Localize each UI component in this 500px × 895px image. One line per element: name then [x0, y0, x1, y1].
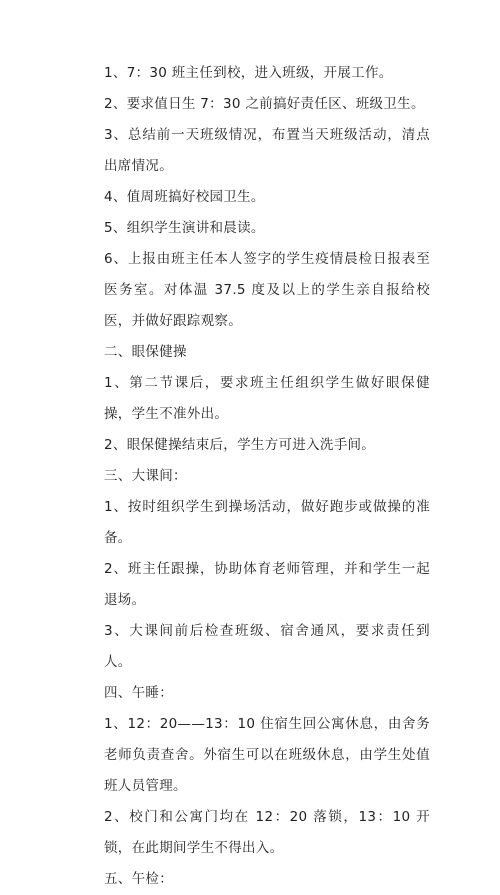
paragraph-10 — [104, 554, 430, 616]
paragraph-text: 3、大课间前后检查班级、宿舍通风，要求责任到人。 — [104, 623, 430, 670]
heading-text: 五、午检： — [104, 871, 173, 887]
paragraph-12 — [104, 709, 430, 802]
paragraph-text: 1、第二节课后，要求班主任组织学生做好眼保健操，学生不准外出。 — [104, 375, 430, 422]
paragraph-text: 1、按时组织学生到操场活动，做好跑步或做操的准备。 — [104, 499, 430, 546]
section-heading-eye-exercise — [104, 337, 430, 368]
section-heading-break — [104, 461, 430, 492]
paragraph-text: 2、眼保健操结束后，学生方可进入洗手间。 — [104, 437, 376, 453]
paragraph-text: 2、班主任跟操，协助体育老师管理，并和学生一起退场。 — [104, 561, 430, 608]
paragraph-5 — [104, 213, 430, 244]
paragraph-2 — [104, 89, 430, 120]
heading-text: 二、眼保健操 — [104, 344, 187, 360]
paragraph-text: 3、总结前一天班级情况，布置当天班级活动，清点出席情况。 — [104, 127, 430, 174]
paragraph-text: 2、要求值日生 7：30 之前搞好责任区、班级卫生。 — [104, 96, 425, 112]
paragraph-1 — [104, 58, 430, 89]
paragraph-text: 4、值周班搞好校园卫生。 — [104, 189, 265, 205]
paragraph-3 — [104, 120, 430, 182]
paragraph-text: 1、12：20——13：10 住宿生回公寓休息，由舍务老师负责查舍。外宿生可以在班级休息，由学生处值班人员管理。 — [104, 716, 430, 794]
paragraph-text: 6、上报由班主任本人签字的学生疫情晨检日报表至医务室。对体温 37.5 度及以上的学生亲自报给校医，并做好跟踪观察。 — [104, 251, 430, 329]
paragraph-11 — [104, 616, 430, 678]
heading-text: 四、午睡： — [104, 685, 173, 701]
paragraph-9 — [104, 492, 430, 554]
paragraph-6 — [104, 244, 430, 337]
paragraph-4 — [104, 182, 430, 213]
paragraph-text: 5、组织学生演讲和晨读。 — [104, 220, 265, 236]
section-heading-noon-check — [104, 864, 430, 895]
paragraph-text: 2、校门和公寓门均在 12：20 落锁，13：10 开锁，在此期间学生不得出入。 — [104, 809, 430, 856]
paragraph-8 — [104, 430, 430, 461]
section-heading-nap — [104, 678, 430, 709]
paragraph-13 — [104, 802, 430, 864]
paragraph-text: 1、7：30 班主任到校，进入班级，开展工作。 — [104, 65, 393, 81]
paragraph-7 — [104, 368, 430, 430]
heading-text: 三、大课间： — [104, 468, 187, 484]
